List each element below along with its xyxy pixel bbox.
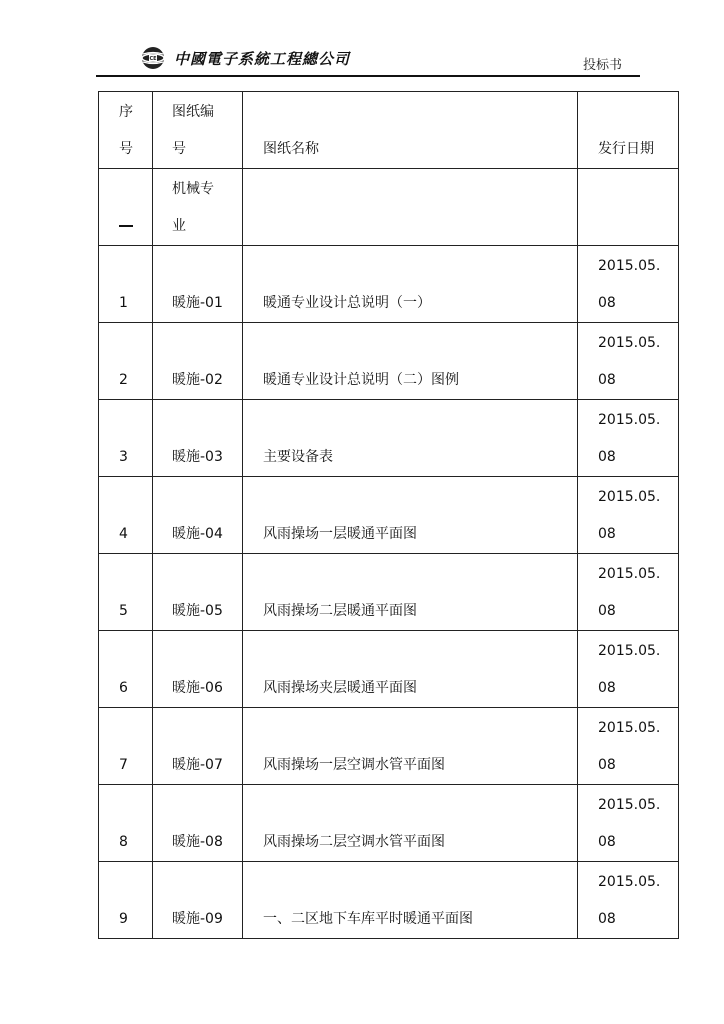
row-drawing-name: 一、二区地下车库平时暖通平面图 [263,911,473,927]
table-row [99,708,679,785]
table-row [99,400,679,477]
table-row [99,323,679,400]
row-date-line1: 2015.05. [598,489,661,505]
table-header-row [99,92,679,169]
row-date-line1: 2015.05. [598,335,661,351]
row-drawing-name: 风雨操场夹层暖通平面图 [263,680,417,696]
row-number: 9 [119,911,128,927]
row-date-line1: 2015.05. [598,643,661,659]
globe-logo-icon [140,45,166,71]
row-number: 2 [119,372,128,388]
header-name: 图纸名称 [263,141,319,157]
row-date-line1: 2015.05. [598,566,661,582]
row-date-line1: 2015.05. [598,797,661,813]
section-name-line1: 机械专 [172,181,214,197]
table-row [99,246,679,323]
row-drawing-name: 风雨操场二层空调水管平面图 [263,834,445,850]
row-drawing-code: 暖施-02 [172,372,223,388]
section-row [99,169,679,246]
table-row [99,631,679,708]
row-number: 4 [119,526,128,542]
row-drawing-name: 风雨操场一层空调水管平面图 [263,757,445,773]
row-date-line2: 08 [598,757,616,773]
header-divider [96,75,640,77]
row-drawing-name: 主要设备表 [263,449,333,465]
row-drawing-code: 暖施-09 [172,911,223,927]
row-number: 3 [119,449,128,465]
row-number: 7 [119,757,128,773]
section-number-dash [119,225,133,227]
row-number: 8 [119,834,128,850]
row-drawing-name: 风雨操场一层暖通平面图 [263,526,417,542]
row-drawing-name: 暖通专业设计总说明（一） [263,295,431,311]
header-num-line2: 号 [119,141,133,157]
table-row [99,862,679,939]
table-row [99,554,679,631]
row-date-line2: 08 [598,603,616,619]
drawing-list-table [98,91,679,939]
row-date-line2: 08 [598,372,616,388]
header-date: 发行日期 [598,141,654,157]
row-number: 1 [119,295,128,311]
row-date-line2: 08 [598,295,616,311]
company-logo [140,44,350,72]
row-date-line2: 08 [598,834,616,850]
header-code-line2: 号 [172,141,186,157]
company-name: 中國電子系統工程總公司 [174,49,351,68]
row-date-line2: 08 [598,449,616,465]
header-num-line1: 序 [119,104,133,120]
row-drawing-code: 暖施-06 [172,680,223,696]
row-drawing-code: 暖施-05 [172,603,223,619]
row-date-line1: 2015.05. [598,412,661,428]
svg-text:CE: CE [149,56,157,62]
row-date-line1: 2015.05. [598,258,661,274]
row-drawing-name: 风雨操场二层暖通平面图 [263,603,417,619]
table-row [99,785,679,862]
row-date-line2: 08 [598,526,616,542]
row-number: 6 [119,680,128,696]
row-date-line1: 2015.05. [598,720,661,736]
row-date-line2: 08 [598,680,616,696]
row-date-line1: 2015.05. [598,874,661,890]
row-number: 5 [119,603,128,619]
row-drawing-code: 暖施-03 [172,449,223,465]
document-type: 投标书 [583,58,623,73]
row-drawing-code: 暖施-01 [172,295,223,311]
row-drawing-code: 暖施-04 [172,526,223,542]
row-date-line2: 08 [598,911,616,927]
table-row [99,477,679,554]
section-name-line2: 业 [172,218,186,234]
page-header [0,0,724,80]
row-drawing-code: 暖施-08 [172,834,223,850]
row-drawing-code: 暖施-07 [172,757,223,773]
row-drawing-name: 暖通专业设计总说明（二）图例 [263,372,459,388]
header-code-line1: 图纸编 [172,104,214,120]
